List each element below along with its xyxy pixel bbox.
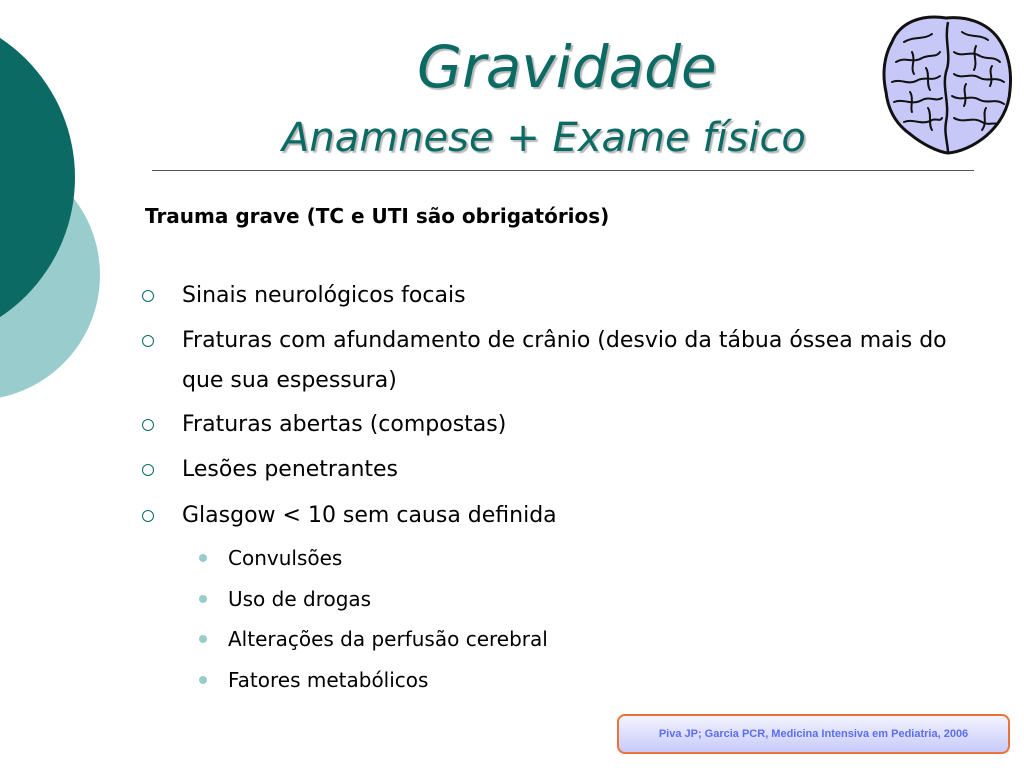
bullet-text: Lesões penetrantes — [182, 457, 399, 482]
bullet-text: Fraturas abertas (compostas) — [182, 412, 507, 437]
filled-circle-icon — [199, 635, 207, 643]
slide-title: Gravidade — [417, 33, 717, 101]
bullet-text: Fraturas com afundamento de crânio (desvio da tábua óssea mais do que sua espessura) — [182, 328, 947, 393]
hollow-circle-icon — [142, 290, 154, 302]
bullet-item — [182, 276, 972, 316]
hollow-circle-icon — [142, 419, 154, 431]
hollow-circle-icon — [142, 464, 154, 476]
title-divider — [152, 170, 974, 171]
bullet-item — [182, 321, 972, 401]
bullet-item — [182, 496, 972, 536]
filled-circle-icon — [199, 554, 207, 562]
slide-subtitle: Anamnese + Exame físico — [282, 115, 806, 161]
bullet-text: Glasgow < 10 sem causa definida — [182, 503, 557, 528]
bullet-item — [182, 450, 972, 490]
sub-bullet-text: Convulsões — [228, 546, 343, 570]
hollow-circle-icon — [142, 510, 154, 522]
sub-bullet-item — [228, 666, 428, 694]
citation-text: Piva JP; Garcia PCR, Medicina Intensiva em Pediatria, 2006 — [658, 728, 969, 740]
sub-bullet-text: Fatores metabólicos — [228, 668, 429, 692]
brain-icon — [882, 12, 1012, 160]
sub-bullet-item — [228, 625, 548, 653]
sub-bullet-text: Uso de drogas — [228, 587, 372, 611]
sub-bullet-text: Alterações da perfusão cerebral — [228, 627, 548, 651]
sub-bullet-item — [228, 585, 371, 613]
citation-box — [617, 714, 1010, 754]
bullet-text: Sinais neurológicos focais — [182, 283, 466, 308]
lead-text: Trauma grave (TC e UTI são obrigatórios) — [145, 204, 610, 228]
filled-circle-icon — [199, 595, 207, 603]
bullet-item — [182, 405, 972, 445]
hollow-circle-icon — [142, 335, 154, 347]
filled-circle-icon — [199, 676, 207, 684]
sub-bullet-item — [228, 544, 342, 572]
